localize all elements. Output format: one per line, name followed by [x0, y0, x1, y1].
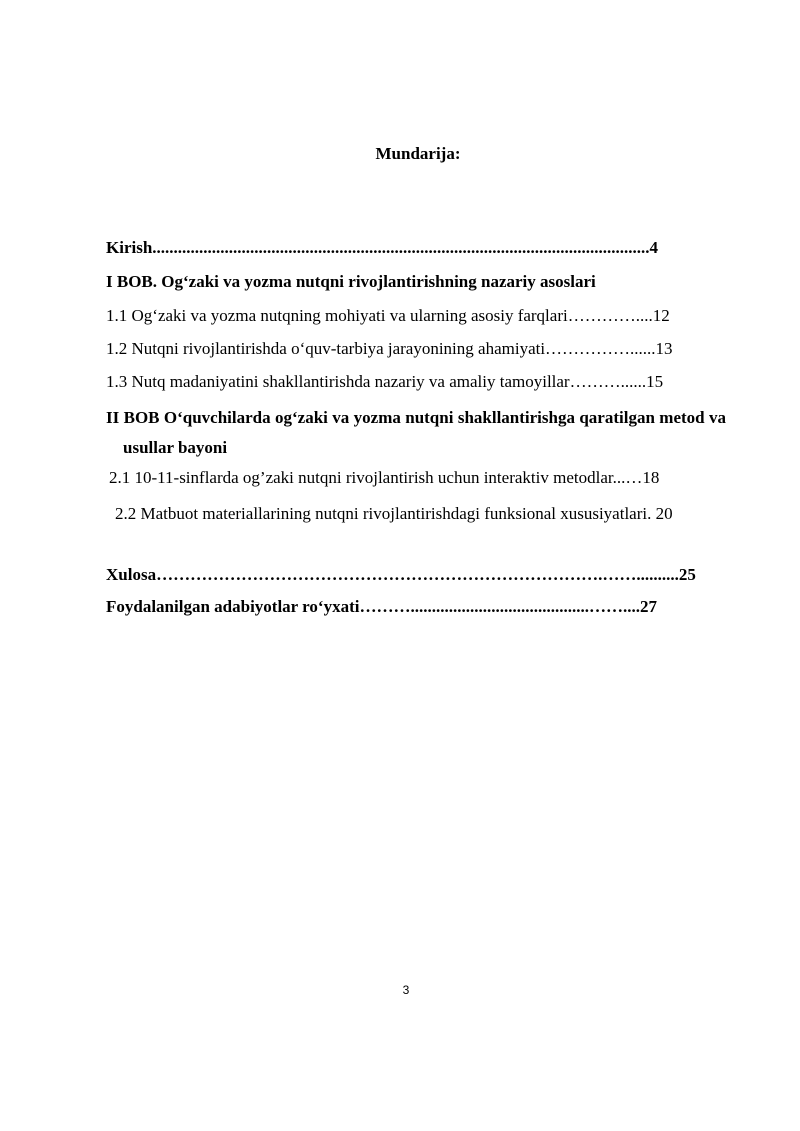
- page-title: Mundarija:: [375, 144, 461, 163]
- toc-section-2-1: 2.1 10-11-sinflarda og’zaki nutqni rivojlantirish uchun interaktiv metodlar...…18: [109, 468, 660, 487]
- toc-chapter-1: I BOB. Og‘zaki va yozma nutqni rivojlantirishning nazariy asoslari: [106, 272, 596, 291]
- toc-section-1-3: 1.3 Nutq madaniyatini shakllantirishda nazariy va amaliy tamoyillar………......15: [106, 372, 664, 391]
- toc-chapter-2: II BOB O‘quvchilarda og‘zaki va yozma nutqni shakllantirishga qaratilgan metod va usullar bayoni: [106, 408, 726, 457]
- page-number: 3: [402, 983, 410, 997]
- toc-entry-kirish: Kirish.....................................................................................................................4: [106, 238, 659, 257]
- toc-entry-adabiyotlar: Foydalanilgan adabiyotlar ro‘yxati………..........................................……....27: [106, 597, 657, 616]
- toc-entry-xulosa: Xulosa…………………………………………………………………….……..........25: [106, 565, 696, 584]
- toc-section-1-1: 1.1 Og‘zaki va yozma nutqning mohiyati va ularning asosiy farqlari…………....12: [106, 306, 670, 325]
- toc-section-1-2: 1.2 Nutqni rivojlantirishda o‘quv-tarbiya jarayonining ahamiyati……………......13: [106, 339, 673, 358]
- toc-section-2-2: 2.2 Matbuot materiallarining nutqni rivojlantirishdagi funksional xususiyatlari. 20: [115, 504, 673, 523]
